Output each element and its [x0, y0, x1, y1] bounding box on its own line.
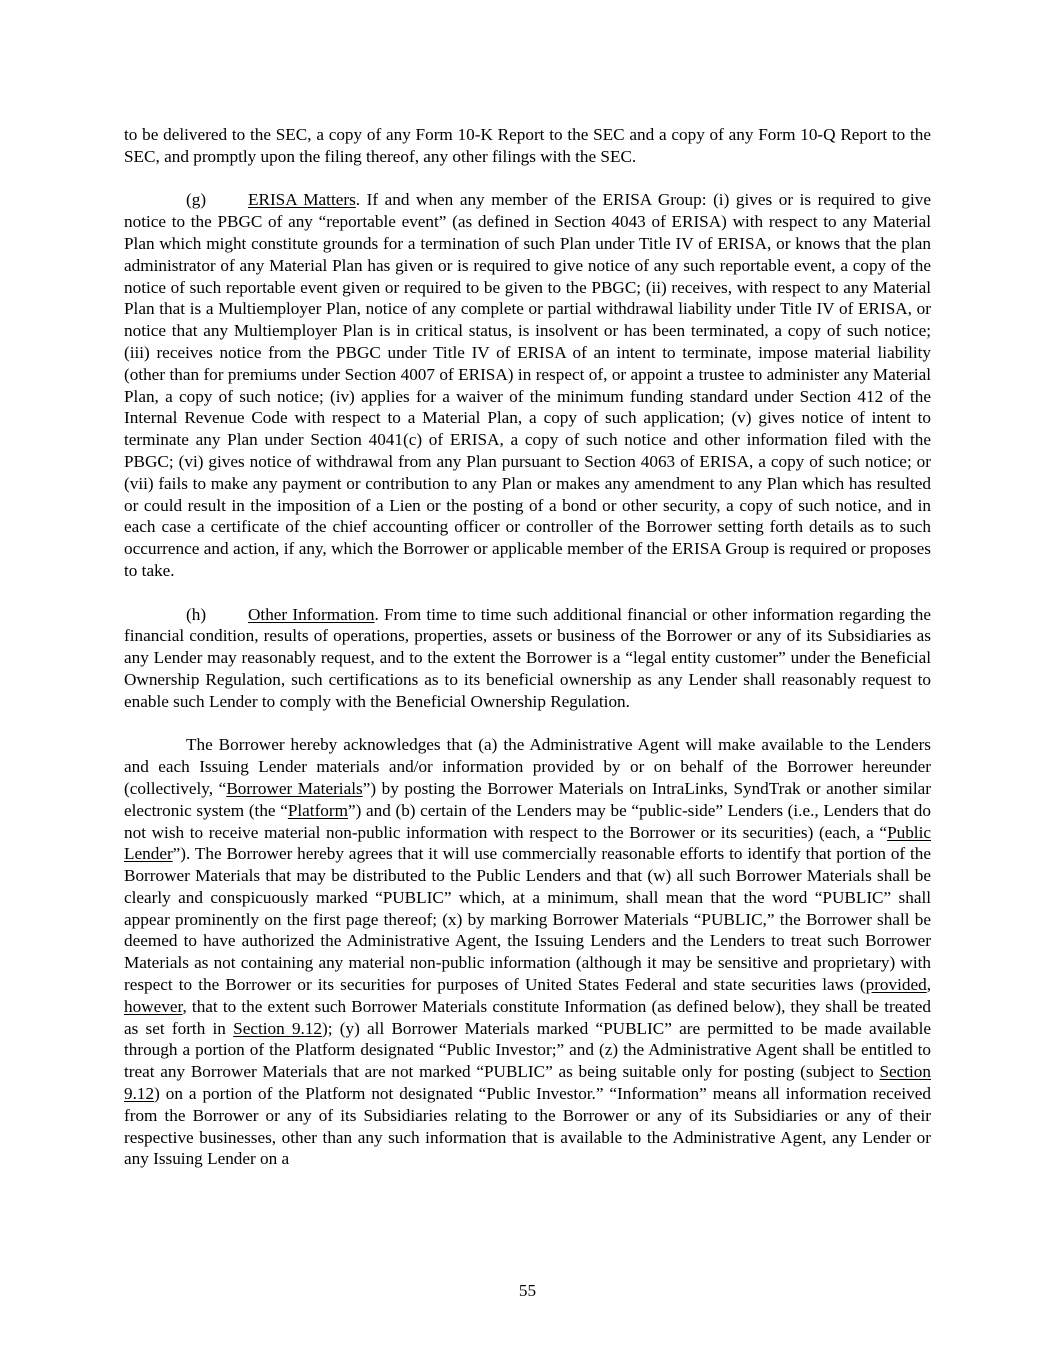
text-run: ); (y) all Borrower Materials marked “PUBLIC” are permitted to be made available through a portion of the Platform designated “Public Investor;” and (z) the Administrative Agent shall be entitled to treat any Borrower Materials that are not marked “PUBLIC” as being suitable only for posting (subject to: [124, 1018, 931, 1082]
text-run: ”) by posting the Borrower Materials on IntraLinks, SyndTrak or another similar electronic system (the “: [124, 778, 931, 820]
term-provided: provided: [865, 975, 927, 995]
text-run: ”). The Borrower hereby agrees that it will use commercially reasonable efforts to identify that portion of the Borrower Materials that may be distributed to the Public Lenders and that (w) all such Borrower Materials shall be clearly and conspicuously marked “PUBLIC” which, at a minimum, shall mean that the word “PUBLIC” shall appear prominently on the first page thereof; (x) by marking Borrower Materials “PUBLIC,” the Borrower shall be deemed to have authorized the Administrative Agent, the Issuing Lenders and the Lenders to treat such Borrower Materials as not containing any material non-public information (although it may be sensitive and proprietary) with respect to the Borrower or its securities for purposes of United States Federal and state securities laws (: [124, 844, 931, 995]
paragraph-continuation: [124, 124, 931, 168]
defined-term-public-lender: Public Lender: [124, 822, 931, 864]
section-reference-9-12: Section 9.12: [124, 1062, 931, 1104]
text-run: The Borrower hereby acknowledges that (a) the Administrative Agent will make available to the Lenders and each Issuing Lender materials and/or information provided by or on behalf of the Borrower hereunder (collectively, “: [124, 735, 931, 798]
section-g-body: . If and when any member of the ERISA Group: (i) gives or is required to give notice to the PBGC of any “reportable event” (as defined in Section 4043 of ERISA) with respect to any Material Plan which might constitute grounds for a termination of such Plan under Title IV of ERISA, or knows that the plan administrator of any Material Plan has given or is required to give notice of any such reportable event, a copy of the notice of such reportable event given or required to be given to the PBGC; (ii) receives, with respect to any Material Plan that is a Multiemployer Plan, notice of any complete or partial withdrawal liability under Title IV of ERISA, or notice that any Multiemployer Plan is in critical status, is insolvent or has been terminated, a copy of such notice; (iii) receives notice from the PBGC under Title IV of ERISA of an intent to terminate, impose material liability (other than for premiums under Section 4007 of ERISA) in respect of, or appoint a trustee to administer any Material Plan, a copy of such notice; (iv) applies for a waiver of the minimum funding standard under Section 412 of the Internal Revenue Code with respect to a Material Plan, a copy of such application; (v) gives notice of intent to terminate any Plan under Section 4041(c) of ERISA, a copy of such notice and other information filed with the PBGC; (vi) gives notice of withdrawal from any Plan pursuant to Section 4063 of ERISA, a copy of such notice; or (vii) fails to make any payment or contribution to any Plan or makes any amendment to any Plan which has resulted or could result in the imposition of a Lien or the posting of a bond or other security, a copy of such notice, and in each case a certificate of the chief accounting officer or controller of the Borrower setting forth details as to such occurrence and action, if any, which the Borrower or applicable member of the ERISA Group is required or proposes to take.: [124, 190, 931, 580]
section-g-erisa-matters: [124, 189, 931, 581]
section-h-other-information: [124, 604, 931, 713]
document-page: [124, 124, 931, 1192]
text-run: ”) and (b) certain of the Lenders may be “public-side” Lenders (i.e., Lenders that do not wish to receive material non-public information with respect to the Borrower or its securities) (each, a “: [124, 800, 931, 842]
term-however: however: [124, 996, 183, 1016]
text-run: ,: [926, 975, 931, 995]
page-number: 55: [518, 1281, 537, 1300]
text-run: ) on a portion of the Platform not designated “Public Investor.” “Information” means all information received from the Borrower or any of its Subsidiaries relating to the Borrower or any of its Subsidiaries or any of their respective businesses, other than any such information that is available to the Administrative Agent, any Lender or any Issuing Lender on a: [124, 1084, 931, 1169]
section-g-heading: ERISA Matters: [248, 190, 356, 210]
text-run: , that to the extent such Borrower Materials constitute Information (as defined below), they shall be treated as set forth in: [124, 996, 931, 1038]
section-reference-9-12: Section 9.12: [233, 1018, 323, 1038]
section-h-label: (h): [186, 604, 207, 624]
defined-term-platform: Platform: [287, 800, 348, 820]
section-h-body: . From time to time such additional financial or other information regarding the financial condition, results of operations, properties, assets or business of the Borrower or any of its Subsidiaries as any Lender may reasonably request, and to the extent the Borrower is a “legal entity customer” under the Beneficial Ownership Regulation, such certifications as to its beneficial ownership as any Lender shall reasonably request to enable such Lender to comply with the Beneficial Ownership Regulation.: [124, 604, 932, 711]
section-h-heading: Other Information: [248, 604, 375, 624]
paragraph-text: to be delivered to the SEC, a copy of any Form 10-K Report to the SEC and a copy of any Form 10-Q Report to the SEC, and promptly upon the filing thereof, any other filings with the SEC.: [124, 125, 931, 166]
borrower-materials-paragraph: [124, 734, 931, 1170]
section-g-label: (g): [186, 190, 207, 210]
defined-term-borrower-materials: Borrower Materials: [226, 778, 363, 798]
